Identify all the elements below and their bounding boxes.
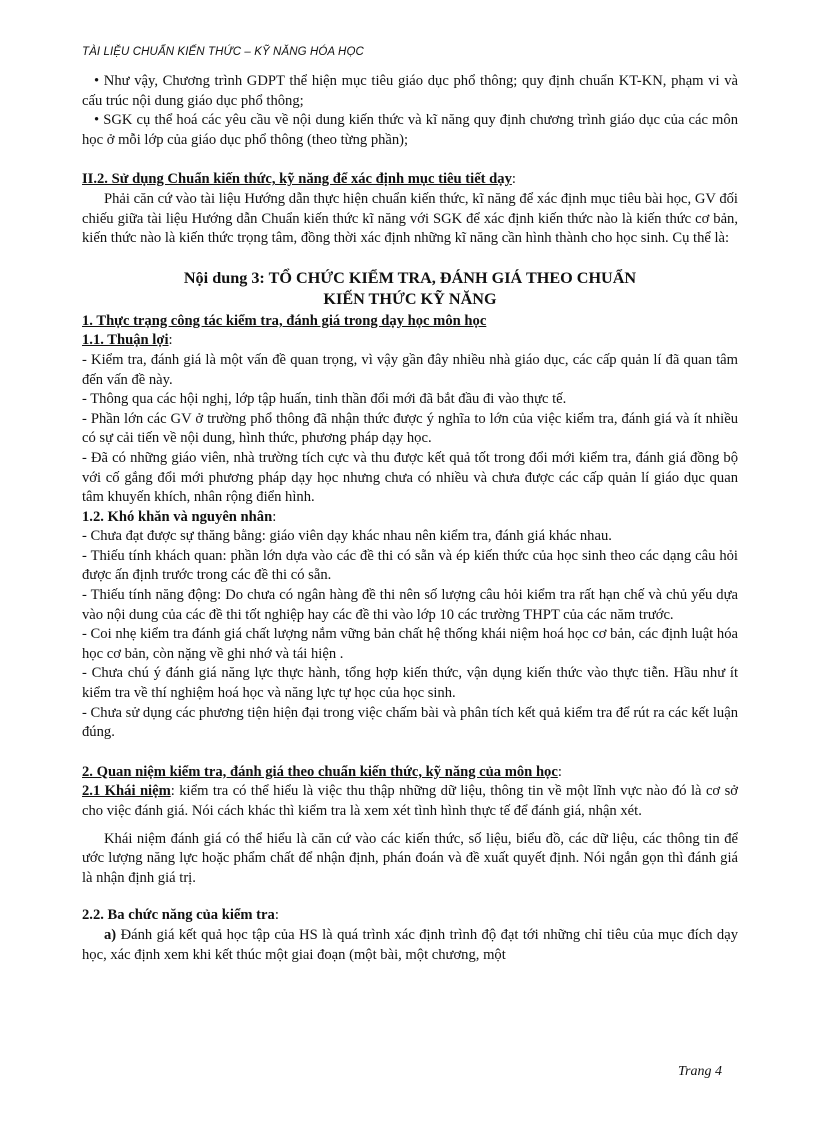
sub11-heading bbox=[82, 331, 738, 351]
content3-title-line2: KIẾN THỨC KỸ NĂNG bbox=[323, 289, 497, 308]
section2-heading-text: 2. Quan niệm kiểm tra, đánh giá theo chuẩn kiến thức, kỹ năng của môn học bbox=[82, 763, 558, 780]
sub11-heading-text: 1.1. Thuận lợi bbox=[82, 332, 169, 349]
heading-colon: : bbox=[168, 332, 173, 349]
bullet-paragraph: • SGK cụ thể hoá các yêu cầu về nội dung kiến thức và kĩ năng quy định chương trình giáo dục của các môn học ở mỗi lớp của giáo dục phổ thông (theo từng phần); bbox=[82, 112, 738, 148]
sub22-heading bbox=[82, 906, 738, 926]
sub22-item-a bbox=[82, 926, 738, 965]
item-a-text: Đánh giá kết quả học tập của HS là quá trình xác định trình độ đạt tới những chỉ tiêu của mục đích dạy học, xác định xem khi kết thúc một giai đoạn (một bài, một chương, một bbox=[82, 926, 738, 963]
list-item: - Thông qua các hội nghị, lớp tập huấn, tinh thần đổi mới đã bắt đầu đi vào thực tế. bbox=[82, 391, 567, 408]
list-item: - Thiếu tính năng động: Do chưa có ngân hàng đề thi nên số lượng câu hỏi kiểm tra rất hạn chế và chủ yếu dựa vào nội dung của các đề thi tốt nghiệp hay các đề thi vào lớp 10 các trường THPT của các năm trước. bbox=[82, 587, 738, 623]
content3-title bbox=[82, 268, 738, 310]
bullet-paragraph: • Như vậy, Chương trình GDPT thể hiện mục tiêu giáo dục phổ thông; quy định chuẩn KT-KN, phạm vi và cấu trúc nội dung giáo dục phổ thông; bbox=[82, 73, 738, 109]
list-item: - Kiểm tra, đánh giá là một vấn đề quan trọng, vì vậy gần đây nhiều nhà giáo dục, các cấp quản lí đã quan tâm đến vấn đề này. bbox=[82, 351, 738, 388]
list-item: - Coi nhẹ kiểm tra đánh giá chất lượng nắm vững bản chất hệ thống khái niệm hoá học cơ bản, các định luật hóa học cơ bản, còn nặng về ghi nhớ và tái hiện . bbox=[82, 626, 738, 662]
sub21-paragraph2: Khái niệm đánh giá có thể hiểu là căn cứ vào các kiến thức, số liệu, biểu đồ, các dữ liệu, các thông tin để ước lượng năng lực hoặc phẩm chất để nhận định, phán đoán và đề xuất quyết định. Nói ngắn gọn thì đánh giá là nhận định giá trị. bbox=[82, 830, 738, 886]
sub12-heading-text: 1.2. Khó khăn và nguyên nhân bbox=[82, 508, 273, 525]
sub21-label: 2.1 Khái niệm bbox=[82, 783, 171, 800]
item-a-label: a) bbox=[104, 926, 117, 943]
list-item: - Chưa chú ý đánh giá năng lực thực hành, tổng hợp kiến thức, vận dụng kiến thức vào thực tiễn. Hầu như ít kiểm tra về thí nghiệm hoá học và năng lực tự học của học sinh. bbox=[82, 665, 738, 702]
list-item: - Thiếu tính khách quan: phần lớn dựa vào các đề thi có sẵn và ép kiến thức của học sinh theo các dạng câu hỏi được ấn định trước trong các đề thi có sẵn. bbox=[82, 547, 738, 584]
section-ii2-paragraph: Phải căn cứ vào tài liệu Hướng dẫn thực hiện chuẩn kiến thức, kĩ năng để xác định mục tiêu bài học, GV đối chiếu giữa tài liệu Hướng dẫn Chuẩn kiến thức kĩ năng với SGK để xác định kiến thức nào là kiến thức cơ bản, kiến thức nào là kiến thức trọng tâm, đồng thời xác định những kĩ năng cần hình thành cho học sinh. Cụ thể là: bbox=[82, 190, 738, 247]
sub21-text: : kiểm tra có thể hiểu là việc thu thập những dữ liệu, thông tin về một lĩnh vực nào đó là cơ sở cho việc đánh giá. Nói cách khác thì kiểm tra là xem xét tình hình thực tế để đánh giá, nhận xét. bbox=[82, 783, 738, 819]
running-header: TÀI LIỆU CHUẨN KIẾN THỨC – KỸ NĂNG HÓA HỌC bbox=[82, 46, 364, 58]
list-item: - Chưa đạt được sự thăng bằng: giáo viên dạy khác nhau nên kiểm tra, đánh giá khác nhau. bbox=[82, 528, 612, 545]
heading-colon: : bbox=[511, 171, 516, 188]
content3-title-line1: Nội dung 3: TỔ CHỨC KIỂM TRA, ĐÁNH GIÁ THEO CHUẨN bbox=[183, 268, 637, 287]
page-number: Trang 4 bbox=[678, 1064, 722, 1079]
list-item: - Đã có những giáo viên, nhà trường tích cực và thu được kết quả tốt trong đổi mới kiểm tra, đánh giá đồng bộ với cố gắng đổi mới phương pháp dạy học nhưng chưa có nhiều và chưa được các cấp quản lí giáo dục quan tâm khuyến khích, nhân rộng điển hình. bbox=[82, 449, 738, 506]
heading-colon: : bbox=[272, 508, 277, 525]
heading-colon: : bbox=[274, 907, 279, 924]
sub22-heading-text: 2.2. Ba chức năng của kiểm tra bbox=[82, 907, 275, 924]
section-ii2-heading bbox=[82, 170, 738, 190]
sub12-heading bbox=[82, 508, 738, 528]
list-item: - Phần lớn các GV ở trường phổ thông đã nhận thức được ý nghĩa to lớn của việc kiểm tra, đánh giá và ít nhiều có sự cải tiến về nội dung, hình thức, phương pháp dạy học. bbox=[82, 410, 738, 447]
heading-colon: : bbox=[557, 763, 562, 780]
list-item: - Chưa sử dụng các phương tiện hiện đại trong việc chấm bài và phân tích kết quả kiểm tra để rút ra các kết luận đúng. bbox=[82, 704, 738, 741]
section-ii2-heading-text: II.2. Sử dụng Chuẩn kiến thức, kỹ năng để xác định mục tiêu tiết dạy bbox=[82, 171, 512, 188]
document-body bbox=[82, 72, 738, 965]
section1-heading: 1. Thực trạng công tác kiểm tra, đánh giá trong dạy học môn học bbox=[82, 312, 487, 329]
sub21-paragraph bbox=[82, 782, 738, 821]
section2-heading bbox=[82, 763, 738, 783]
